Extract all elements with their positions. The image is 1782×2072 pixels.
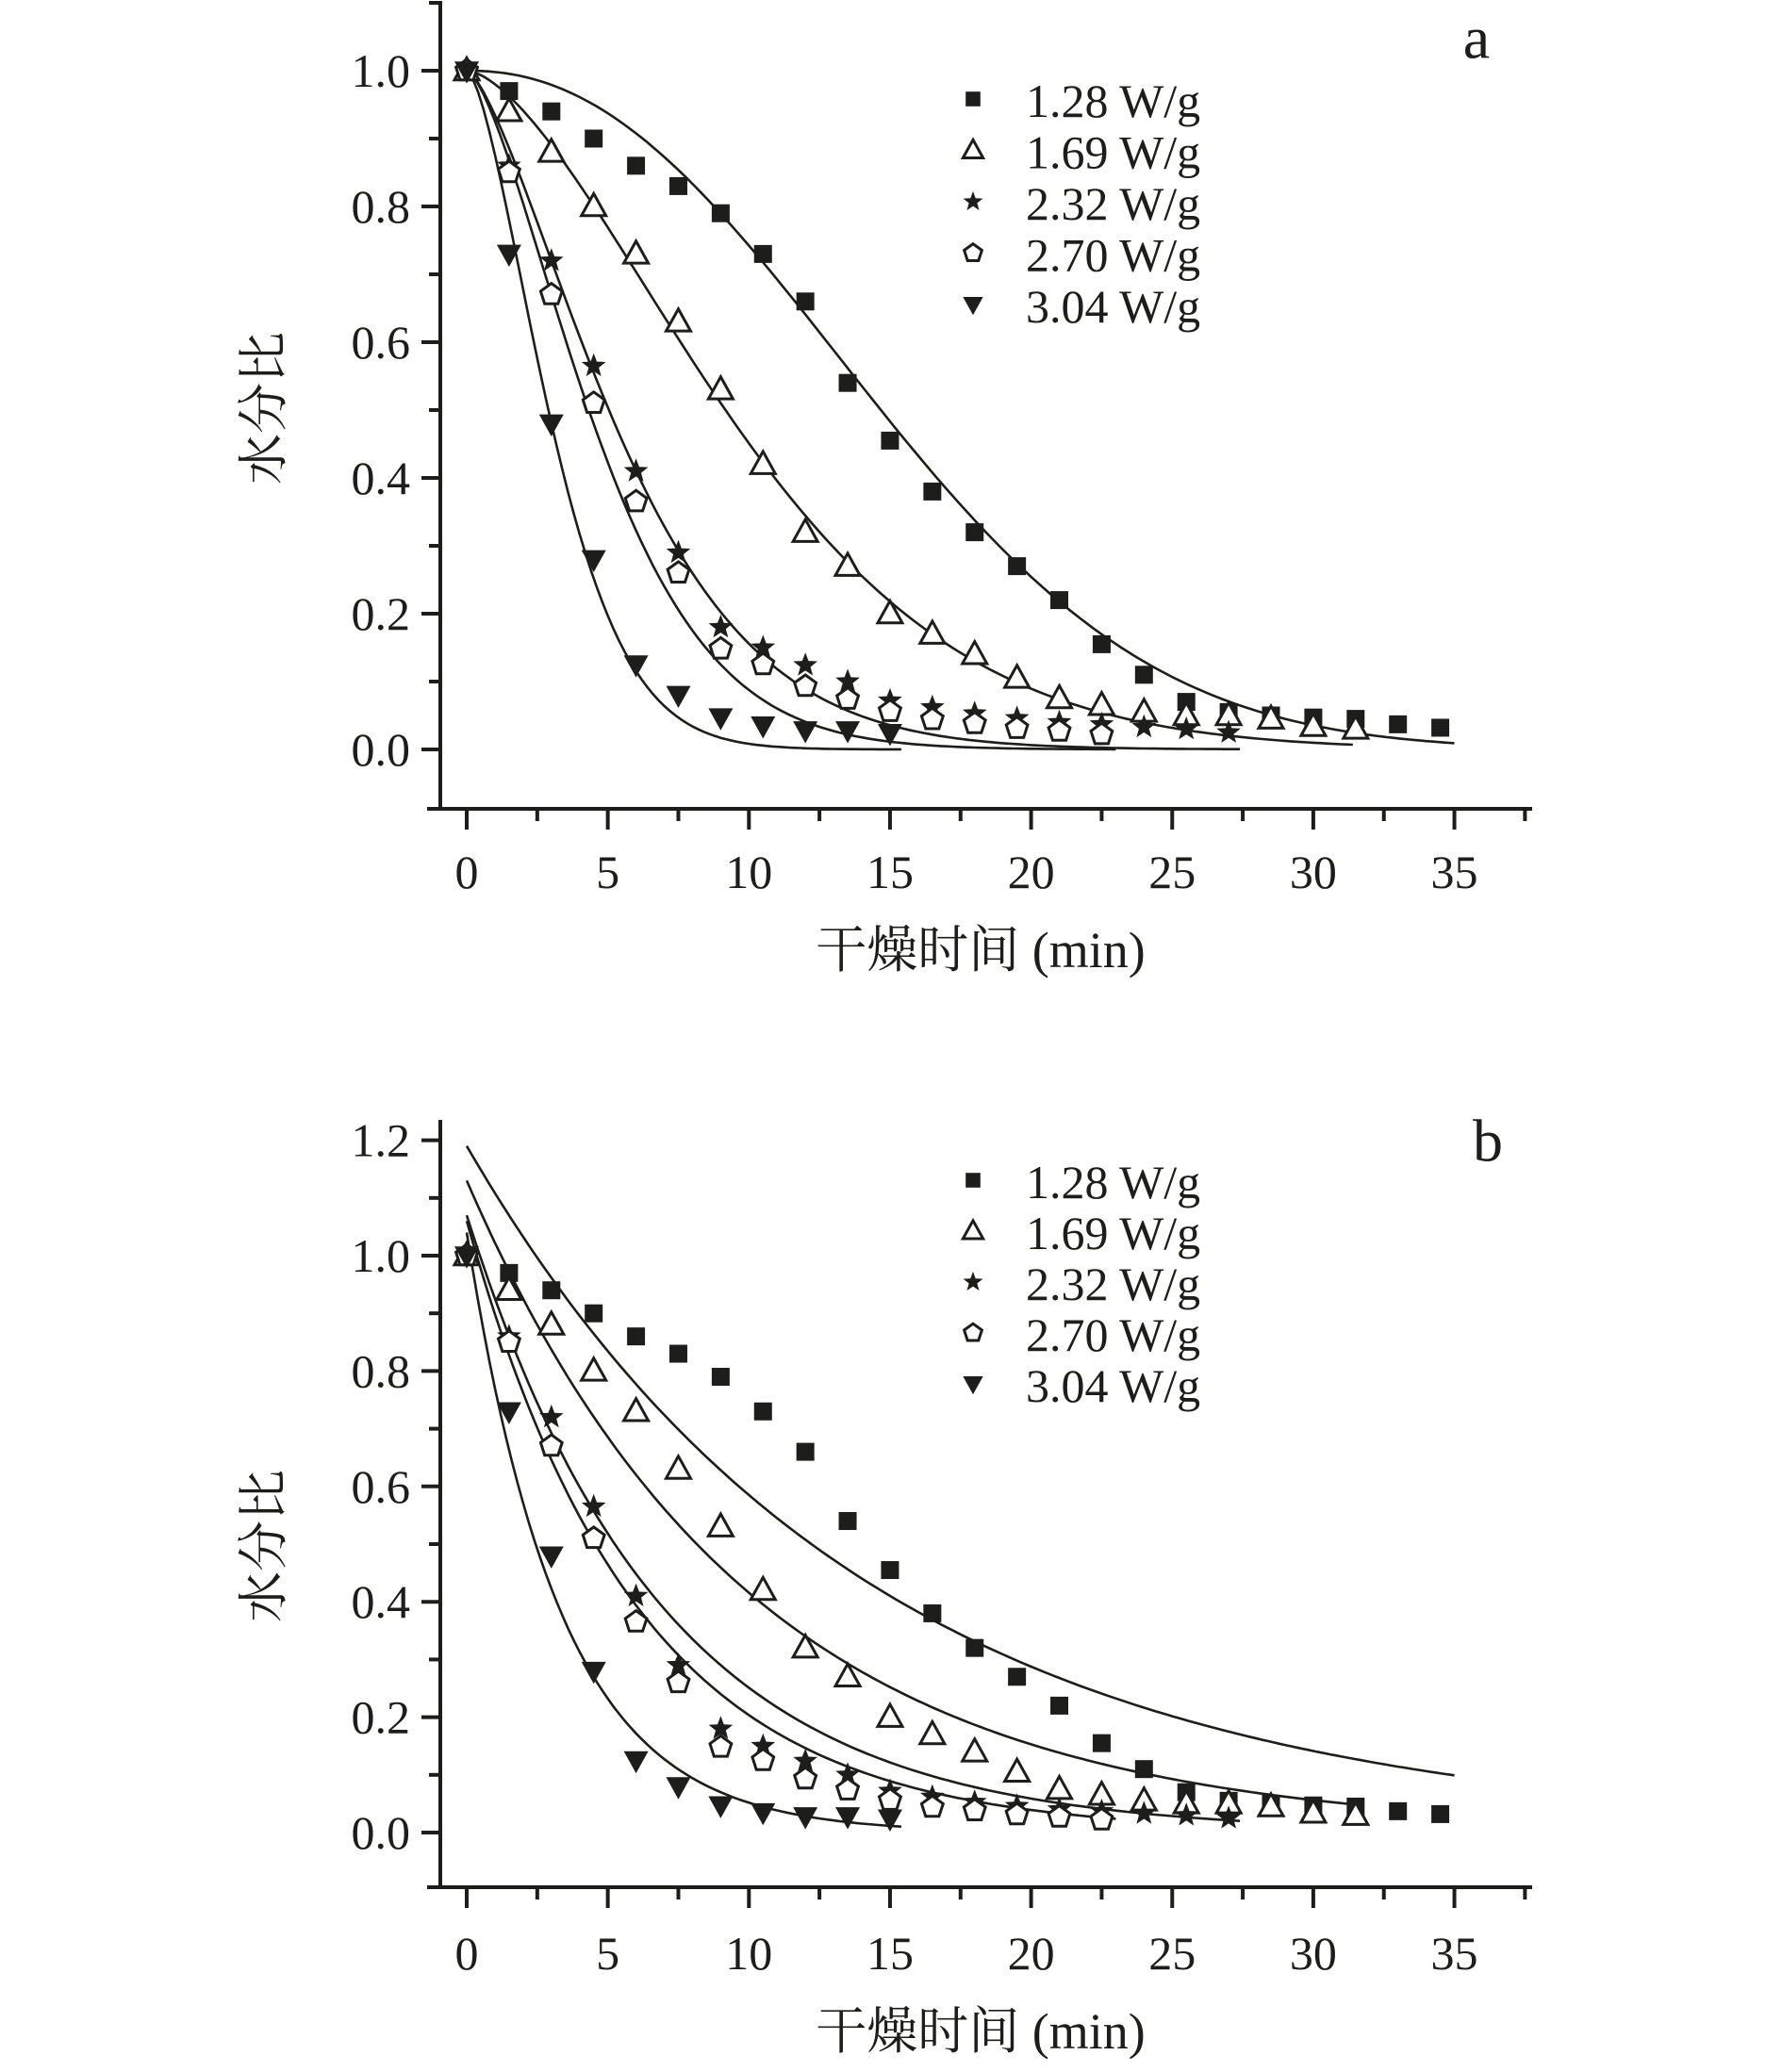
- square-marker: [1093, 635, 1111, 653]
- triangle-up-marker: [793, 519, 817, 541]
- series-1.28-markers-b: [458, 1247, 1450, 1823]
- y-tick-label: 0.4: [351, 452, 410, 504]
- pentagon-marker: [965, 244, 982, 261]
- square-marker: [627, 156, 645, 174]
- y-axis-title: 水分比: [236, 332, 292, 485]
- fit-curve-1.28-a: [467, 71, 1455, 743]
- chart-b: [236, 1108, 1530, 2061]
- square-marker: [797, 292, 815, 310]
- fit-curve-1.28-b: [467, 1146, 1455, 1776]
- y-tick-label: 1.0: [351, 1229, 410, 1282]
- y-tick-label: 0.0: [351, 723, 410, 776]
- triangle-down-marker: [624, 655, 649, 677]
- square-marker: [839, 1512, 857, 1530]
- legend-row: [964, 177, 1201, 230]
- legend-row: [963, 126, 1200, 179]
- pentagon-marker: [964, 713, 985, 733]
- x-tick-label: 10: [725, 846, 773, 898]
- pentagon-marker: [795, 1768, 817, 1788]
- legend-label: 2.70 W/g: [1026, 228, 1201, 282]
- y-tick-label: 1.2: [351, 1113, 410, 1167]
- square-marker: [965, 523, 983, 541]
- fit-curve-2.70-b: [467, 1221, 1115, 1818]
- square-marker: [839, 374, 857, 392]
- triangle-up-marker: [920, 1721, 945, 1743]
- x-ticks-b: [455, 1887, 1526, 1980]
- pentagon-marker: [880, 700, 901, 721]
- triangle-down-marker: [751, 716, 775, 738]
- triangle-down-marker: [666, 1777, 690, 1799]
- y-tick-label: 0.8: [351, 1344, 410, 1398]
- legend-row: [963, 1359, 1200, 1412]
- y-tick-label: 1.0: [351, 44, 410, 97]
- triangle-up-marker: [582, 1358, 606, 1380]
- x-tick-label: 5: [596, 1927, 620, 1980]
- square-marker: [669, 177, 687, 195]
- series-3.04-markers-a: [454, 61, 902, 746]
- pentagon-marker: [880, 1789, 901, 1810]
- fit-curve-2.70-a: [467, 71, 1115, 749]
- triangle-up-marker: [793, 1636, 817, 1657]
- triangle-up-marker: [751, 1577, 775, 1599]
- square-marker: [1389, 1802, 1407, 1820]
- square-marker: [712, 1368, 730, 1386]
- square-marker: [881, 432, 899, 450]
- triangle-up-marker: [963, 642, 987, 664]
- star-marker: [964, 1272, 983, 1291]
- legend-label: 1.69 W/g: [1026, 125, 1201, 179]
- legend-row: [963, 280, 1200, 333]
- square-marker: [965, 91, 981, 107]
- triangle-down-marker: [708, 1796, 733, 1817]
- x-tick-label: 30: [1289, 846, 1337, 898]
- x-tick-label: 10: [725, 1927, 773, 1980]
- pentagon-marker: [1091, 1809, 1113, 1830]
- square-marker: [1008, 1668, 1026, 1686]
- square-marker: [1093, 1735, 1111, 1752]
- square-marker: [627, 1327, 645, 1345]
- square-marker: [1050, 1697, 1068, 1715]
- square-marker: [669, 1345, 687, 1363]
- series-3.04-markers-b: [454, 1246, 902, 1832]
- x-tick-label: 30: [1289, 1927, 1337, 1980]
- triangle-up-marker: [1089, 693, 1114, 715]
- triangle-down-marker: [963, 1376, 982, 1394]
- x-tick-label: 35: [1430, 1927, 1478, 1980]
- star-marker: [793, 652, 817, 675]
- legend-label: 2.32 W/g: [1026, 177, 1201, 230]
- square-marker: [542, 1281, 560, 1299]
- pentagon-marker: [921, 708, 943, 729]
- legend-row: [964, 1258, 1201, 1310]
- square-marker: [1389, 715, 1407, 733]
- star-marker: [964, 191, 983, 210]
- x-tick-label: 20: [1007, 846, 1055, 898]
- triangle-up-marker: [1005, 1759, 1030, 1781]
- star-marker: [539, 1405, 564, 1427]
- fit-curves-a: [467, 71, 1455, 749]
- triangle-up-marker: [708, 1514, 733, 1536]
- pentagon-marker: [1048, 720, 1070, 741]
- triangle-up-marker: [751, 452, 775, 473]
- panel-letter-b: b: [1473, 1107, 1503, 1175]
- triangle-up-marker: [624, 1399, 649, 1421]
- pentagon-marker: [1006, 717, 1028, 738]
- legend-label: 3.04 W/g: [1026, 280, 1201, 333]
- star-marker: [709, 615, 734, 637]
- chart-a: [236, 3, 1530, 978]
- pentagon-marker: [752, 653, 774, 674]
- y-tick-label: 0.8: [351, 180, 410, 233]
- triangle-down-marker: [708, 708, 733, 730]
- legend-label: 2.32 W/g: [1026, 1258, 1201, 1310]
- triangle-up-marker: [963, 1739, 987, 1761]
- triangle-up-marker: [666, 1456, 690, 1478]
- legend-label: 1.69 W/g: [1026, 1207, 1201, 1259]
- pentagon-marker: [710, 1735, 732, 1756]
- x-tick-label: 25: [1148, 846, 1196, 898]
- x-tick-label: 0: [454, 846, 479, 898]
- x-tick-label: 15: [866, 846, 914, 898]
- triangle-down-marker: [539, 415, 564, 436]
- pentagon-marker: [837, 1779, 859, 1800]
- x-axis-title: 干燥时间 (min): [816, 922, 1146, 978]
- triangle-up-marker: [539, 1312, 564, 1334]
- triangle-down-marker: [835, 1807, 860, 1829]
- triangle-up-marker: [920, 621, 945, 643]
- pentagon-marker: [540, 1435, 562, 1455]
- legend-label: 2.70 W/g: [1026, 1308, 1201, 1361]
- y-axis-title: 水分比: [236, 1470, 292, 1622]
- legend-row: [965, 1308, 1201, 1361]
- pentagon-marker: [583, 392, 604, 413]
- triangle-up-marker: [539, 140, 564, 161]
- square-marker: [1431, 1805, 1449, 1823]
- legend-label: 3.04 W/g: [1026, 1359, 1201, 1412]
- legend-row: [963, 1207, 1200, 1259]
- triangle-up-marker: [878, 1704, 902, 1726]
- fit-curves-b: [467, 1146, 1455, 1827]
- triangle-up-marker: [624, 241, 649, 263]
- pentagon-marker: [795, 675, 817, 696]
- triangle-down-marker: [793, 721, 817, 743]
- legend-b: [963, 1156, 1200, 1412]
- y-tick-label: 0.6: [351, 1459, 410, 1513]
- square-marker: [1135, 1760, 1153, 1778]
- triangle-up-marker: [497, 99, 521, 121]
- square-marker: [754, 1403, 772, 1421]
- triangle-down-marker: [751, 1803, 775, 1825]
- square-marker: [1431, 718, 1449, 736]
- triangle-up-marker: [963, 140, 982, 157]
- pentagon-marker: [540, 284, 562, 304]
- y-tick-label: 0.6: [351, 316, 410, 369]
- square-marker: [1050, 591, 1068, 609]
- square-marker: [542, 103, 560, 121]
- x-axis-title: 干燥时间 (min): [816, 2003, 1146, 2060]
- star-marker: [667, 540, 691, 563]
- legend-label: 1.28 W/g: [1026, 1156, 1201, 1209]
- square-marker: [754, 245, 772, 263]
- y-tick-label: 0.2: [351, 587, 410, 640]
- pentagon-marker: [668, 1671, 689, 1692]
- square-marker: [585, 130, 602, 148]
- triangle-up-marker: [582, 193, 606, 215]
- pentagon-marker: [921, 1796, 943, 1817]
- series-1.28-markers-a: [458, 62, 1450, 737]
- triangle-down-marker: [624, 1751, 649, 1773]
- legend-row: [965, 1156, 1200, 1209]
- legend-a: [963, 74, 1200, 333]
- square-marker: [923, 1604, 941, 1622]
- triangle-down-marker: [582, 551, 606, 572]
- square-marker: [881, 1561, 899, 1579]
- triangle-up-marker: [878, 600, 902, 622]
- square-marker: [965, 1639, 983, 1657]
- triangle-up-marker: [666, 309, 690, 331]
- fit-curve-3.04-a: [467, 71, 901, 749]
- triangle-down-marker: [878, 1810, 902, 1832]
- x-tick-label: 20: [1007, 1927, 1055, 1980]
- triangle-up-marker: [835, 553, 860, 575]
- star-marker: [624, 458, 649, 481]
- square-marker: [1008, 557, 1026, 575]
- y-tick-label: 0.2: [351, 1690, 410, 1744]
- legend-row: [965, 229, 1201, 282]
- y-ticks-b: [352, 1114, 441, 1859]
- y-ticks-a: [352, 3, 441, 776]
- square-marker: [585, 1305, 602, 1323]
- square-marker: [1135, 666, 1153, 683]
- square-marker: [923, 483, 941, 501]
- triangle-down-marker: [666, 686, 690, 708]
- x-tick-label: 15: [866, 1927, 914, 1980]
- x-tick-label: 25: [1148, 1927, 1196, 1980]
- pentagon-marker: [837, 688, 859, 709]
- legend-label: 1.28 W/g: [1026, 74, 1201, 127]
- triangle-down-marker: [582, 1662, 606, 1684]
- y-tick-label: 0.4: [351, 1575, 410, 1629]
- pentagon-marker: [710, 637, 732, 658]
- square-marker: [712, 205, 730, 222]
- square-marker: [965, 1173, 981, 1188]
- triangle-up-marker: [708, 377, 733, 399]
- triangle-up-marker: [1048, 1776, 1072, 1798]
- pentagon-marker: [1091, 723, 1113, 744]
- x-tick-label: 35: [1430, 846, 1478, 898]
- pentagon-marker: [625, 490, 647, 511]
- square-marker: [797, 1443, 815, 1461]
- triangle-down-marker: [963, 297, 982, 315]
- y-tick-label: 0.0: [351, 1806, 410, 1859]
- x-tick-label: 5: [596, 846, 620, 898]
- legend-row: [965, 74, 1200, 127]
- pentagon-marker: [752, 1750, 774, 1770]
- x-tick-label: 0: [454, 1927, 479, 1980]
- x-ticks-a: [455, 809, 1526, 898]
- pentagon-marker: [965, 1324, 982, 1340]
- panel-letter-a: a: [1462, 4, 1491, 72]
- fit-curve-1.69-b: [467, 1180, 1353, 1804]
- triangle-up-marker: [963, 1221, 982, 1239]
- triangle-up-marker: [1005, 666, 1030, 687]
